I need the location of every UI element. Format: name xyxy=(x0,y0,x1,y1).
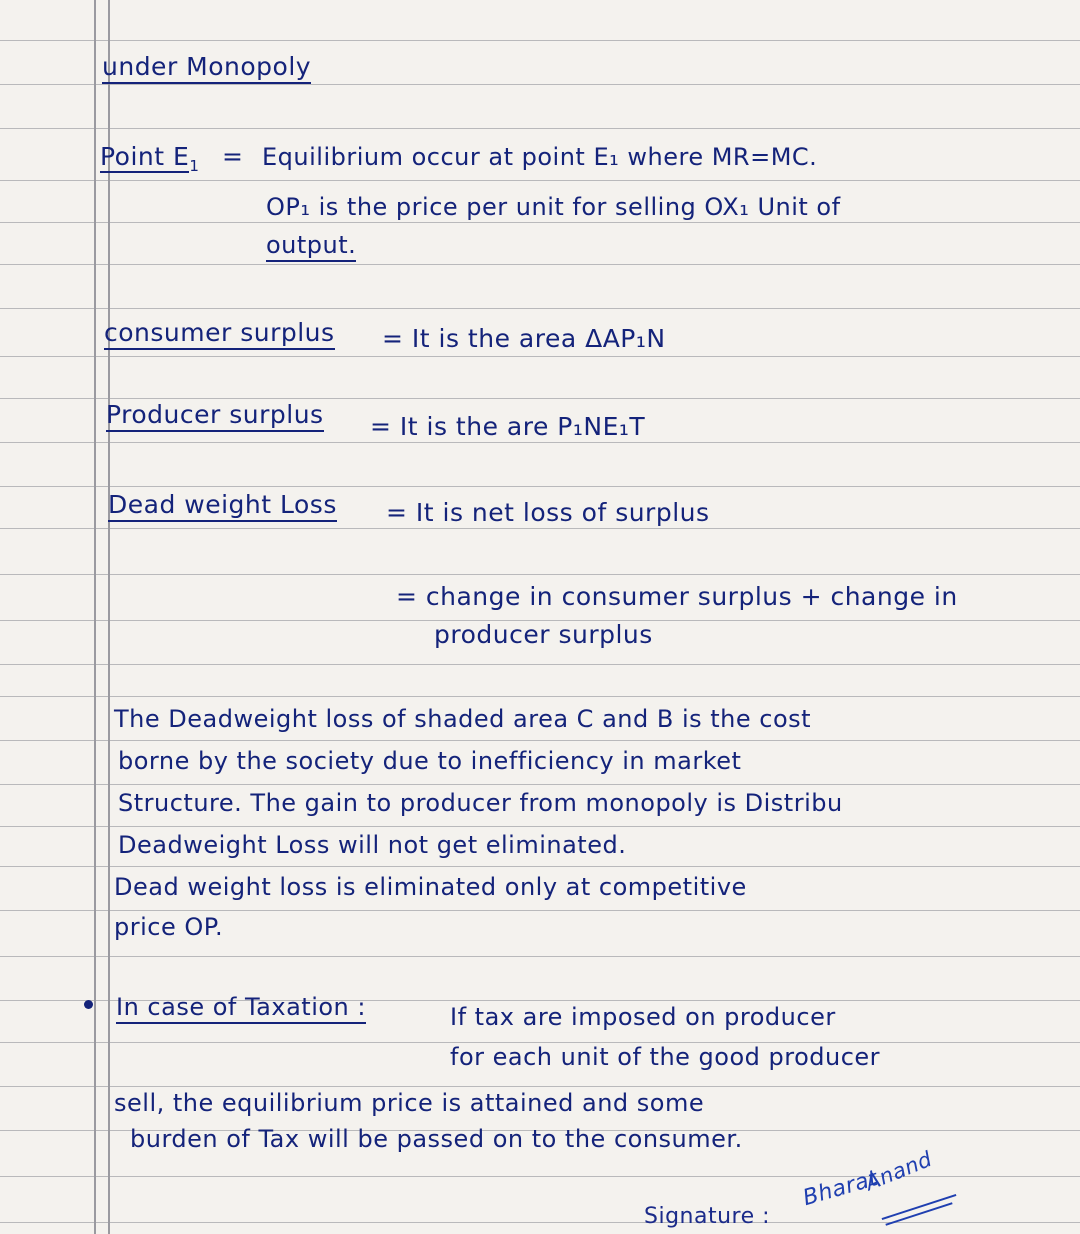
point-e1-label xyxy=(100,142,199,181)
ruled-line xyxy=(0,826,1080,827)
signature-name-first: Bharat xyxy=(800,1165,881,1212)
point-e1-line-2: OP₁ is the price per unit for selling OX₁ Unit of xyxy=(266,193,841,221)
ruled-line xyxy=(0,866,1080,867)
paragraph-line-4: Deadweight Loss will not get eliminated. xyxy=(118,831,627,859)
point-label-subscript: 1 xyxy=(189,157,200,175)
ruled-line xyxy=(0,356,1080,357)
point-e1-line-1: Equilibrium occur at point E₁ where MR=MC. xyxy=(262,143,818,171)
signature-name-last: Anand xyxy=(861,1146,936,1196)
signature-label: Signature : xyxy=(644,1204,771,1229)
margin-line xyxy=(94,0,96,1234)
ruled-line xyxy=(0,1086,1080,1087)
consumer-surplus-label: consumer surplus xyxy=(104,318,335,350)
taxation-line-3: sell, the equilibrium price is attained and some xyxy=(114,1089,705,1117)
point-label-text: Point E xyxy=(100,142,190,171)
paragraph-line-2: borne by the society due to inefficiency in market xyxy=(118,747,742,775)
point-e1-line-3: output. xyxy=(266,230,356,262)
ruled-line xyxy=(0,486,1080,487)
deadweight-loss-label: Dead weight Loss xyxy=(108,490,337,522)
ruled-line xyxy=(0,442,1080,443)
taxation-line-4: burden of Tax will be passed on to the consumer. xyxy=(130,1125,743,1153)
paragraph-line-6: price OP. xyxy=(114,913,224,941)
ruled-line xyxy=(0,398,1080,399)
ruled-line xyxy=(0,1222,1080,1223)
paragraph-line-5: Dead weight loss is eliminated only at competitive xyxy=(114,873,747,901)
ruled-line xyxy=(0,128,1080,129)
deadweight-loss-definition-1: = It is net loss of surplus xyxy=(386,498,710,527)
ruled-line xyxy=(0,84,1080,85)
ruled-line xyxy=(0,740,1080,741)
point-e1-equals: = xyxy=(222,142,244,171)
taxation-label: In case of Taxation : xyxy=(116,992,366,1024)
margin-line xyxy=(108,0,110,1234)
deadweight-loss-definition-2: = change in consumer surplus + change in xyxy=(396,582,958,611)
signature-underline xyxy=(882,1194,957,1220)
producer-surplus-label: Producer surplus xyxy=(106,400,324,432)
ruled-line xyxy=(0,696,1080,697)
ruled-line xyxy=(0,664,1080,665)
ruled-line xyxy=(0,784,1080,785)
taxation-line-1: If tax are imposed on producer xyxy=(450,1003,836,1031)
ruled-line xyxy=(0,528,1080,529)
deadweight-loss-definition-3: producer surplus xyxy=(434,620,653,649)
ruled-line xyxy=(0,574,1080,575)
taxation-line-2: for each unit of the good producer xyxy=(450,1043,881,1071)
ruled-line xyxy=(0,308,1080,309)
ruled-line xyxy=(0,222,1080,223)
ruled-line xyxy=(0,40,1080,41)
ruled-line xyxy=(0,956,1080,957)
page-heading: under Monopoly xyxy=(102,52,311,84)
producer-surplus-definition: = It is the are P₁NE₁T xyxy=(370,412,646,441)
bullet-point xyxy=(84,1000,93,1009)
paragraph-line-1: The Deadweight loss of shaded area C and B is the cost xyxy=(114,705,812,733)
ruled-line xyxy=(0,910,1080,911)
consumer-surplus-definition: = It is the area ΔAP₁N xyxy=(382,324,666,353)
ruled-line xyxy=(0,264,1080,265)
paragraph-line-3: Structure. The gain to producer from monopoly is Distribu xyxy=(118,789,843,817)
